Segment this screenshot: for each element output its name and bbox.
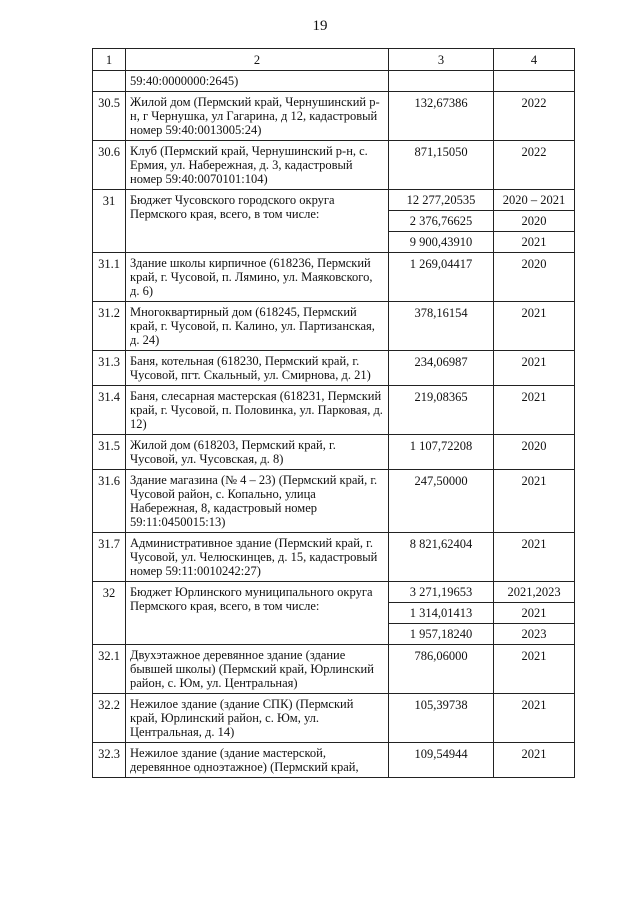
table-row: [93, 533, 575, 582]
row-number: 32: [93, 582, 126, 645]
row-description: Баня, котельная (618230, Пермский край, г. Чусовой, пгт. Скальный, ул. Смирнова, д. 21): [126, 351, 389, 386]
row-description: Баня, слесарная мастерская (618231, Пермский край, г. Чусовой, п. Половинка, ул. Парковая, д. 12): [126, 386, 389, 435]
row-year: 2021: [494, 232, 575, 253]
row-amount: 132,67386: [389, 92, 494, 141]
table-row: [93, 435, 575, 470]
table-row: [93, 92, 575, 141]
row-number: 31.6: [93, 470, 126, 533]
row-description: Здание магазина (№ 4 – 23) (Пермский край, г. Чусовой район, с. Копально, улица Набережная, 8, кадастровый номер 59:11:0450015:13): [126, 470, 389, 533]
row-year: 2021: [494, 351, 575, 386]
row-year: 2021,2023: [494, 582, 575, 603]
row-number: 31: [93, 190, 126, 253]
row-number: 32.1: [93, 645, 126, 694]
row-amount: 105,39738: [389, 694, 494, 743]
page-number: 19: [312, 18, 328, 34]
row-amount: 786,06000: [389, 645, 494, 694]
table-row: [93, 743, 575, 778]
row-amount: 3 271,19653: [389, 582, 494, 603]
row-year: 2022: [494, 141, 575, 190]
row-description: Административное здание (Пермский край, г. Чусовой, ул. Челюскинцев, д. 15, кадастровый номер 59:11:0010242:27): [126, 533, 389, 582]
table-row: [93, 582, 575, 603]
row-year: 2021: [494, 694, 575, 743]
row-amount: 1 107,72208: [389, 435, 494, 470]
row-year: 2021: [494, 386, 575, 435]
row-year: 2020: [494, 211, 575, 232]
row-amount: 1 957,18240: [389, 624, 494, 645]
row-number: 30.5: [93, 92, 126, 141]
objects-table: [92, 48, 575, 778]
row-number: 31.3: [93, 351, 126, 386]
objects-table-body: [93, 49, 575, 778]
column-header: 4: [494, 49, 575, 71]
row-amount: 1 269,04417: [389, 253, 494, 302]
table-row: [93, 190, 575, 211]
table-header-row: [93, 49, 575, 71]
row-number: 32.2: [93, 694, 126, 743]
row-amount: 9 900,43910: [389, 232, 494, 253]
table-row: [93, 386, 575, 435]
row-amount: 247,50000: [389, 470, 494, 533]
row-description: Двухэтажное деревянное здание (здание бывшей школы) (Пермский край, Юрлинский район, с. Юм, ул. Центральная): [126, 645, 389, 694]
row-amount: 109,54944: [389, 743, 494, 778]
table-row: [93, 141, 575, 190]
row-number: 30.6: [93, 141, 126, 190]
row-amount: [389, 71, 494, 92]
column-header: 3: [389, 49, 494, 71]
row-amount: 378,16154: [389, 302, 494, 351]
row-year: 2020: [494, 435, 575, 470]
row-number: 32.3: [93, 743, 126, 778]
row-year: 2021: [494, 603, 575, 624]
row-description: Клуб (Пермский край, Чернушинский р-н, с. Ермия, ул. Набережная, д. 3, кадастровый номер 59:40:0070101:104): [126, 141, 389, 190]
column-header: 2: [126, 49, 389, 71]
row-amount: 8 821,62404: [389, 533, 494, 582]
row-year: [494, 71, 575, 92]
table-row: [93, 71, 575, 92]
table-row: [93, 351, 575, 386]
row-description: Здание школы кирпичное (618236, Пермский край, г. Чусовой, п. Лямино, ул. Маяковского, д. 6): [126, 253, 389, 302]
row-amount: 2 376,76625: [389, 211, 494, 232]
row-description: Нежилое здание (здание мастерской, деревянное одноэтажное) (Пермский край,: [126, 743, 389, 778]
row-description: 59:40:0000000:2645): [126, 71, 389, 92]
row-amount: 871,15050: [389, 141, 494, 190]
row-number: 31.5: [93, 435, 126, 470]
row-description: Нежилое здание (здание СПК) (Пермский край, Юрлинский район, с. Юм, ул. Центральная, д. 14): [126, 694, 389, 743]
row-year: 2022: [494, 92, 575, 141]
row-number: 31.1: [93, 253, 126, 302]
row-year: 2023: [494, 624, 575, 645]
row-number: [93, 71, 126, 92]
row-year: 2021: [494, 645, 575, 694]
row-number: 31.4: [93, 386, 126, 435]
row-amount: 12 277,20535: [389, 190, 494, 211]
column-header: 1: [93, 49, 126, 71]
row-description: Жилой дом (Пермский край, Чернушинский р-н, г Чернушка, ул Гагарина, д 12, кадастровый номер 59:40:0013005:24): [126, 92, 389, 141]
row-amount: 1 314,01413: [389, 603, 494, 624]
row-description: Многоквартирный дом (618245, Пермский край, г. Чусовой, п. Калино, ул. Партизанская, д. 24): [126, 302, 389, 351]
row-year: 2020: [494, 253, 575, 302]
row-year: 2021: [494, 533, 575, 582]
row-description: Бюджет Юрлинского муниципального округа Пермского края, всего, в том числе:: [126, 582, 389, 645]
row-year: 2020 – 2021: [494, 190, 575, 211]
table-row: [93, 645, 575, 694]
row-description: Бюджет Чусовского городского округа Пермского края, всего, в том числе:: [126, 190, 389, 253]
table-row: [93, 253, 575, 302]
row-number: 31.7: [93, 533, 126, 582]
row-description: Жилой дом (618203, Пермский край, г. Чусовой, ул. Чусовская, д. 8): [126, 435, 389, 470]
table-row: [93, 694, 575, 743]
row-year: 2021: [494, 743, 575, 778]
row-amount: 234,06987: [389, 351, 494, 386]
table-row: [93, 470, 575, 533]
table-row: [93, 302, 575, 351]
row-number: 31.2: [93, 302, 126, 351]
row-year: 2021: [494, 302, 575, 351]
row-year: 2021: [494, 470, 575, 533]
row-amount: 219,08365: [389, 386, 494, 435]
